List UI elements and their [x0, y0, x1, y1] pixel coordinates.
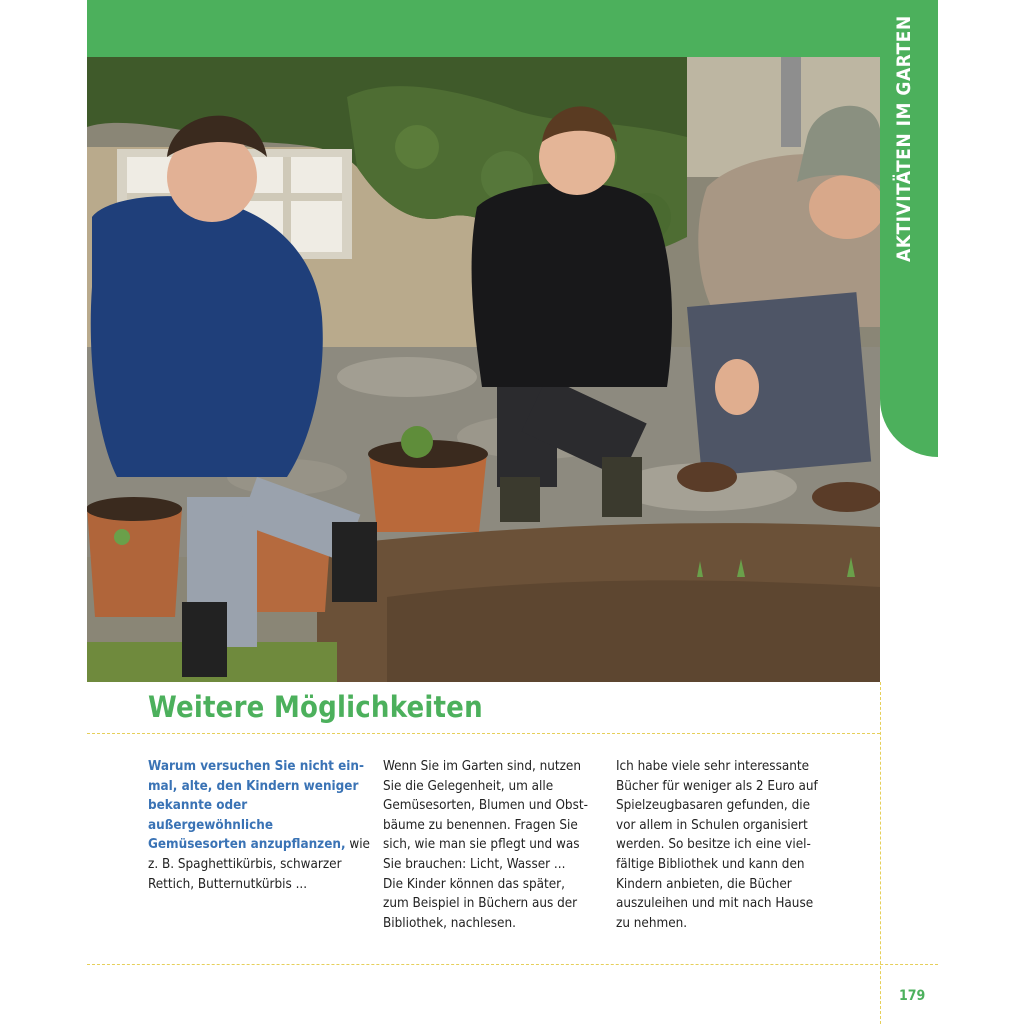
garden-photo — [87, 57, 880, 682]
divider-top — [87, 733, 880, 734]
garden-photo-illustration — [87, 57, 880, 682]
divider-bottom — [87, 964, 938, 965]
text-column-3 — [616, 757, 838, 933]
highlight-text: Warum versuchen Sie nicht ein- mal, alte, den Kindern weniger bekannte oder außergewöhnliche Gemüsesorten anzupflanzen, — [148, 759, 365, 853]
divider-right — [880, 682, 881, 1024]
text-column-2 — [383, 757, 605, 933]
body-text: Wenn Sie im Garten sind, nutzen Sie die Gelegenheit, um alle Gemüsesorten, Blumen und Obst- bäume zu benennen. Fragen Sie sich, wie man sie pflegt und was Sie brauchen: Licht, Wasser ... Die Kinder können das später, zum Beispiel in Büchern aus der Bibliothek, nachlesen. — [383, 759, 588, 931]
body-text: Ich habe viele sehr interessante Bücher für weniger als 2 Euro auf Spielzeugbasaren gefunden, die vor allem in Schulen organisiert werden. So besitze ich eine viel- fältige Bibliothek und kann den Kindern anbieten, die Bücher auszuleihen und mit nach Hause zu nehmen. — [616, 759, 818, 931]
body-text: wie z. B. Spaghettikürbis, schwarzer Rettich, Butternutkürbis ... — [148, 837, 370, 892]
text-column-1 — [148, 757, 370, 894]
page-number: 179 — [899, 988, 926, 1004]
header-band — [87, 0, 938, 57]
chapter-tab-label: AKTIVITÄTEN IM GARTEN — [893, 15, 915, 262]
section-title: Weitere Möglichkeiten — [148, 690, 483, 724]
